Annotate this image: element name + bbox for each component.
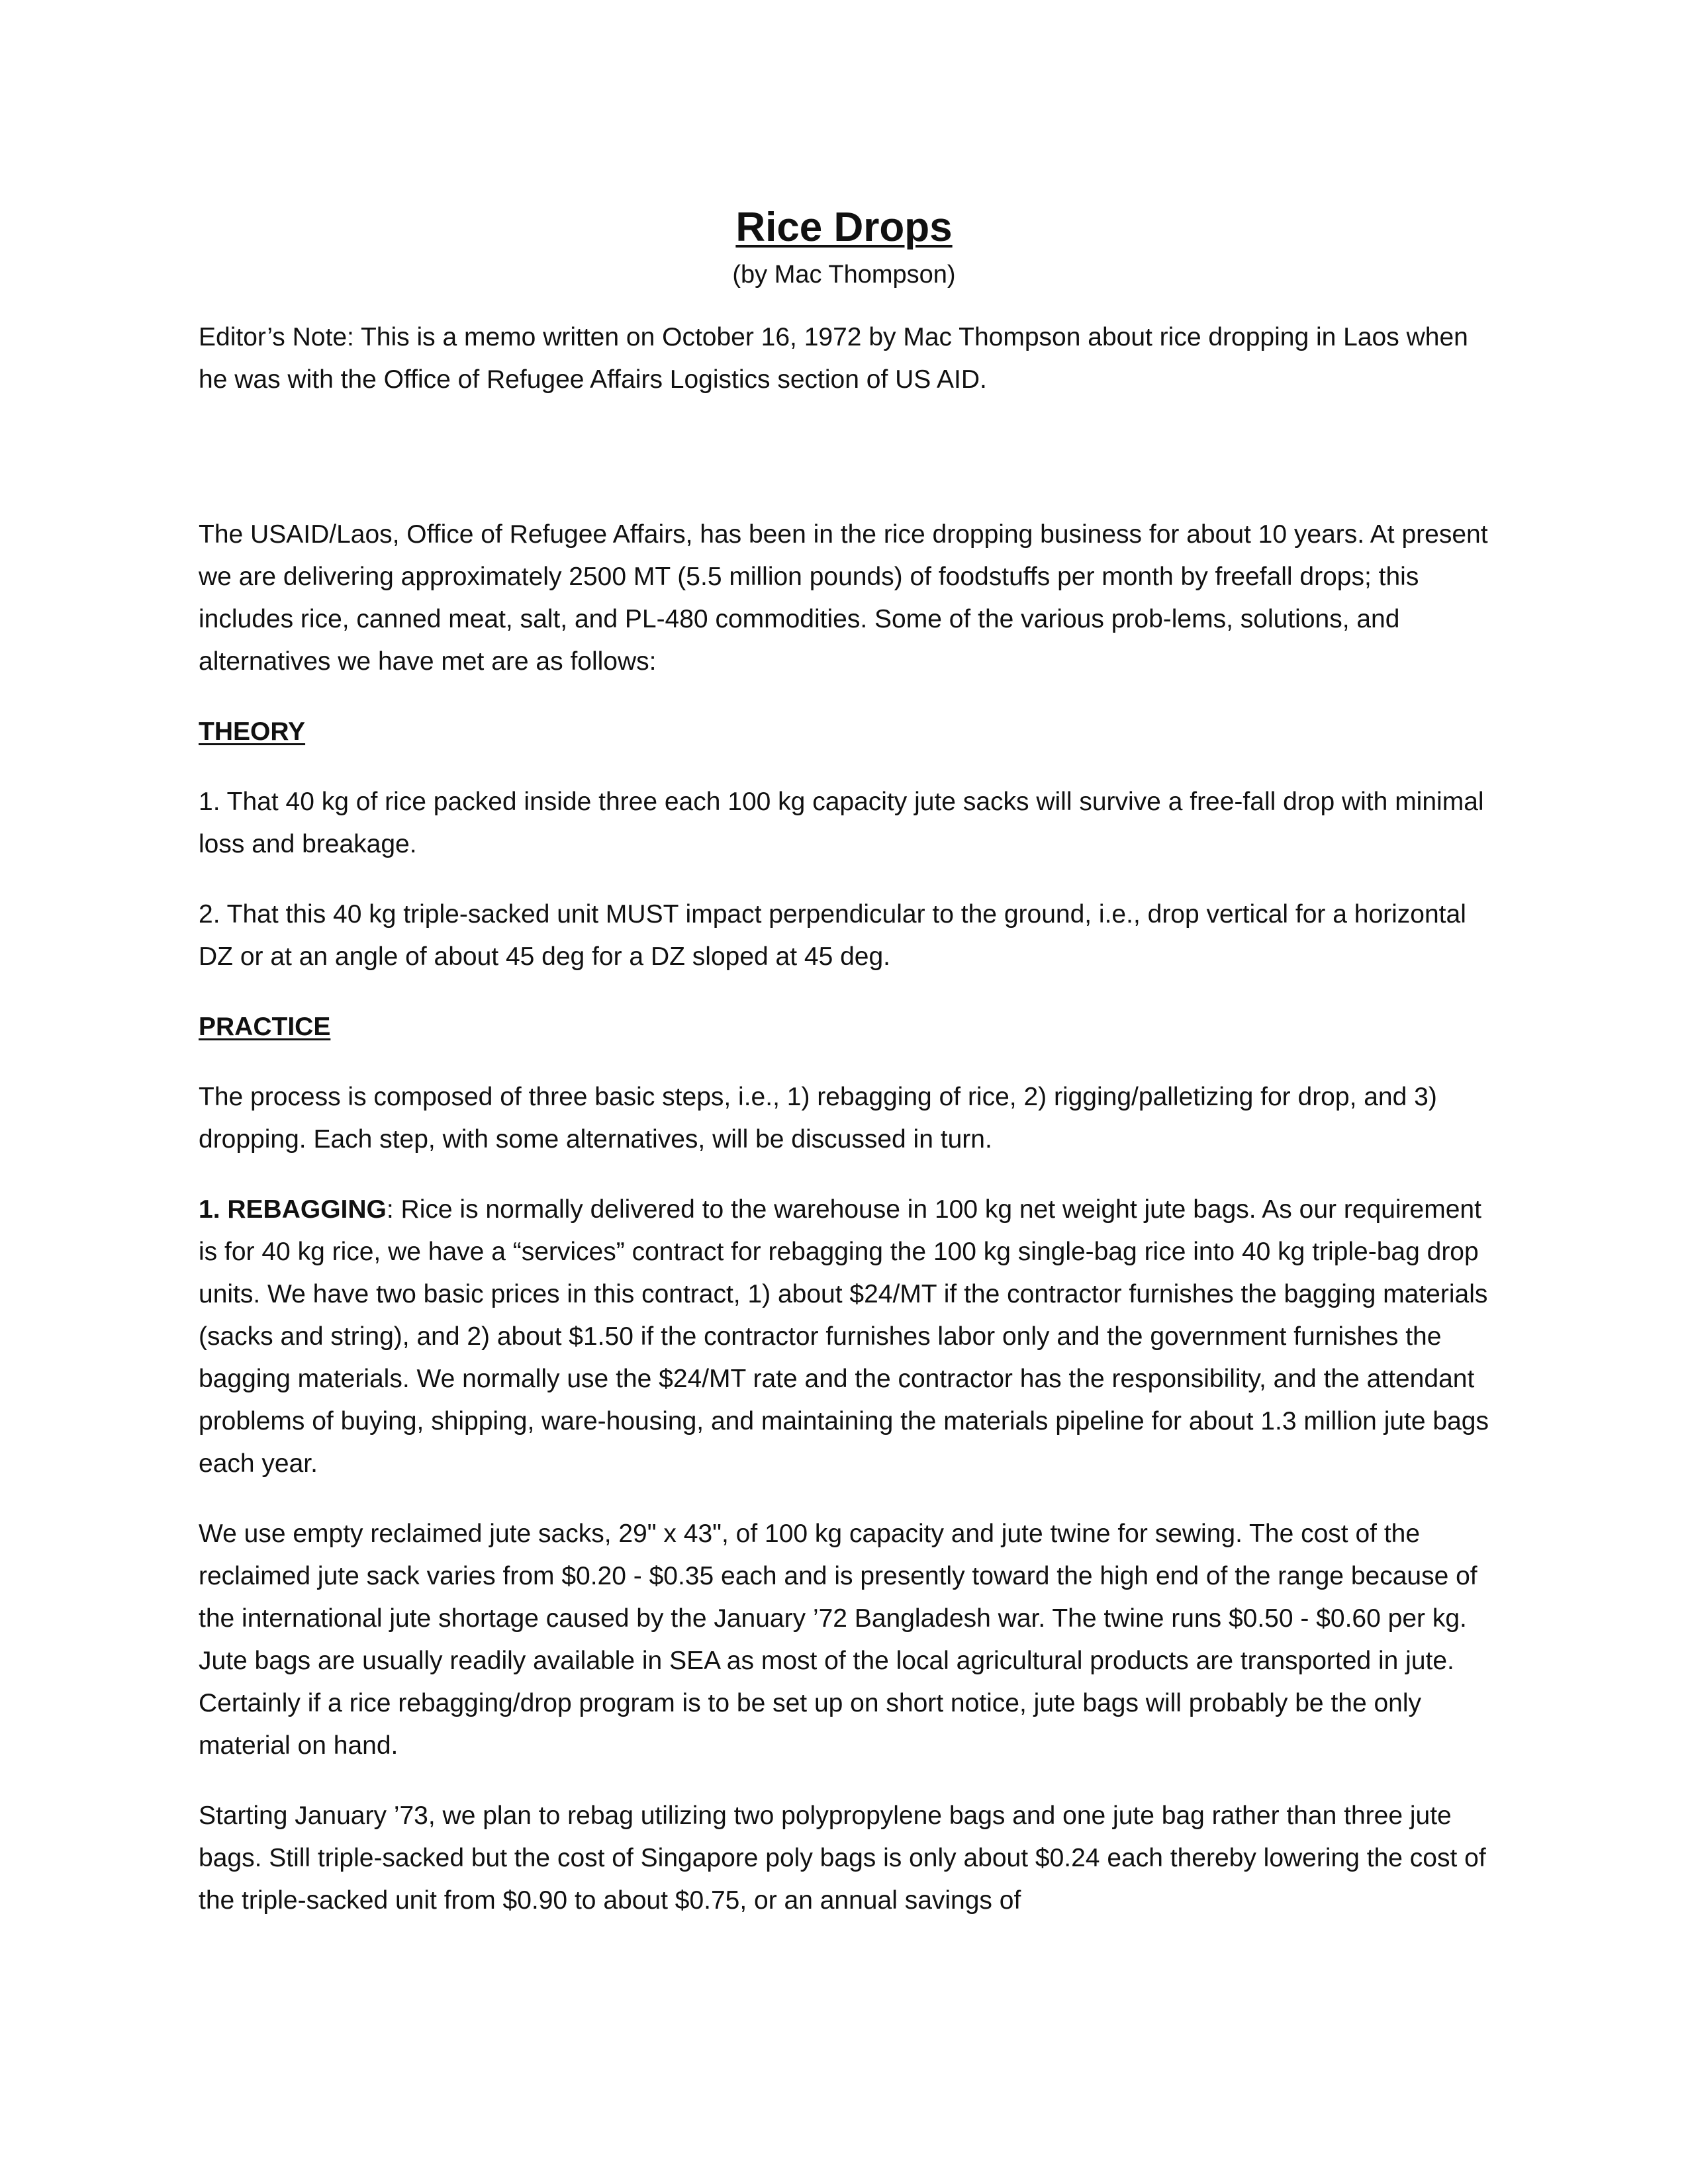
practice-intro-paragraph: The process is composed of three basic steps, i.e., 1) rebagging of rice, 2) rigging/palletizing for drop, and 3) dropping. Each step, with some alternatives, will be discussed in turn. [199, 1083, 1437, 1154]
document-body [199, 199, 1489, 1950]
rebagging-text: : Rice is normally delivered to the warehouse in 100 kg net weight jute bags. As our requirement is for 40 kg rice, we have a “services” contract for rebagging the 100 kg single-bag rice into 40 kg triple-bag drop units. We have two basic prices in this contract, 1) about $24/MT if the contractor furnishes the bagging materials (sacks and string), and 2) about $1.50 if the contractor furnishes labor only and the government furnishes the bagging materials. We normally use the $24/MT rate and the contractor has the responsibility, and the attendant problems of buying, shipping, ware-housing, and maintaining the materials pipeline for about 1.3 million jute bags each year. [199, 1195, 1489, 1478]
author-byline: (by Mac Thompson) [732, 261, 956, 289]
rebagging-paragraph [199, 1189, 1489, 1485]
theory-heading: THEORY [199, 717, 306, 746]
rebagging-label: 1. REBAGGING [199, 1195, 387, 1224]
jute-sacks-paragraph: We use empty reclaimed jute sacks, 29" x 43", of 100 kg capacity and jute twine for sewing. The cost of the reclaimed jute sack varies from $0.20 - $0.35 each and is presently toward the high end of the range because of the international jute shortage caused by the January ’72 Bangladesh war. The twine runs $0.50 - $0.60 per kg. Jute bags are usually readily available in SEA as most of the local agricultural products are transported in jute. Certainly if a rice rebagging/drop program is to be set up on short notice, jute bags will probably be the only material on hand. [199, 1520, 1477, 1760]
editor-note: Editor’s Note: This is a memo written on October 16, 1972 by Mac Thompson about rice dropping in Laos when he was with the Office of Refugee Affairs Logistics section of US AID. [199, 323, 1468, 394]
polypropylene-paragraph: Starting January ’73, we plan to rebag utilizing two polypropylene bags and one jute bag rather than three jute bags. Still triple-sacked but the cost of Singapore poly bags is only about $0.24 each thereby lowering the cost of the triple-sacked unit from $0.90 to about $0.75, or an annual savings of [199, 1801, 1486, 1915]
theory-item-1: 1. That 40 kg of rice packed inside three each 100 kg capacity jute sacks will survive a free-fall drop with minimal loss and breakage. [199, 788, 1484, 858]
theory-item-2: 2. That this 40 kg triple-sacked unit MUST impact perpendicular to the ground, i.e., drop vertical for a horizontal DZ or at an angle of about 45 deg for a DZ sloped at 45 deg. [199, 900, 1466, 971]
practice-heading: PRACTICE [199, 1013, 331, 1041]
intro-paragraph: The USAID/Laos, Office of Refugee Affairs, has been in the rice dropping business for about 10 years. At present we are delivering approximately 2500 MT (5.5 million pounds) of foodstuffs per month by freefall drops; this includes rice, canned meat, salt, and PL-480 commodities. Some of the various prob-lems, solutions, and alternatives we have met are as follows: [199, 520, 1488, 676]
page-title: Rice Drops [735, 205, 953, 250]
